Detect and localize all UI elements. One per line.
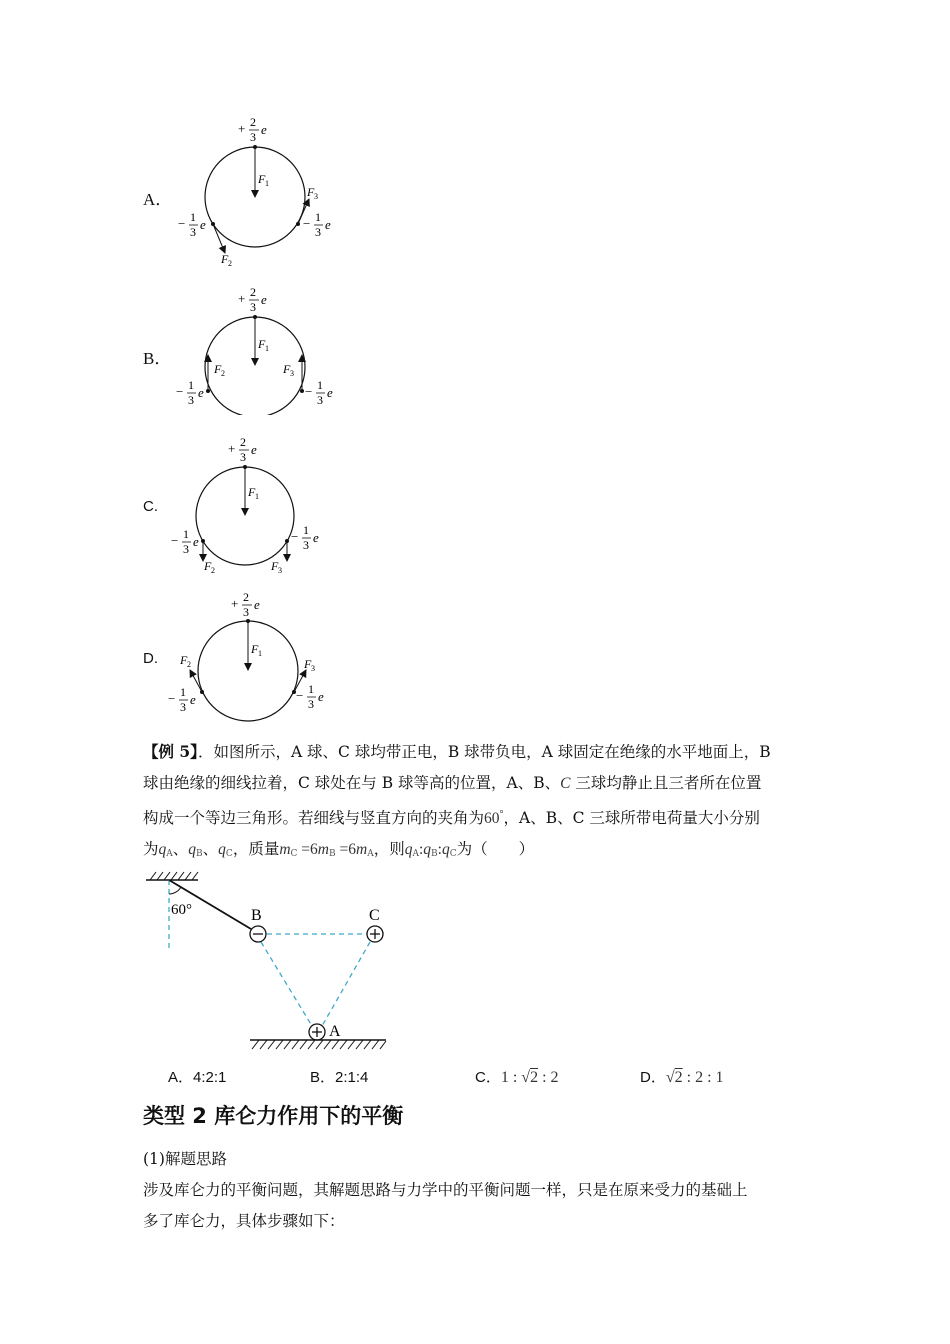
answer-d[interactable]: D．√2 : 2 : 1 xyxy=(640,1069,724,1086)
svg-text:e: e xyxy=(313,530,319,545)
svg-text:3: 3 xyxy=(250,130,256,144)
svg-text:3: 3 xyxy=(308,697,314,711)
svg-text:e: e xyxy=(327,385,333,400)
svg-text:e: e xyxy=(193,534,199,549)
svg-text:e: e xyxy=(254,597,260,612)
svg-text:1: 1 xyxy=(188,378,194,392)
subheading: (1)解题思路 xyxy=(143,1150,227,1168)
svg-text:e: e xyxy=(198,385,204,400)
svg-text:F: F xyxy=(304,657,312,671)
option-a-figure xyxy=(170,115,350,279)
svg-text:1: 1 xyxy=(190,210,196,224)
svg-text:3: 3 xyxy=(278,566,282,575)
svg-text:3: 3 xyxy=(188,393,194,407)
svg-text:2: 2 xyxy=(243,590,249,604)
line-2: 球由绝缘的细线拉着，C 球处在与 B 球等高的位置，A、B、C 三球均静止且三者所在位置 xyxy=(143,774,762,792)
svg-text:2: 2 xyxy=(250,115,256,129)
svg-text:e: e xyxy=(251,442,257,457)
svg-text:−: − xyxy=(168,691,176,706)
svg-text:2: 2 xyxy=(250,285,256,299)
svg-text:−: − xyxy=(296,688,304,703)
paragraph-line-1: 涉及库仑力的平衡问题，其解题思路与力学中的平衡问题一样，只是在原来受力的基础上 xyxy=(143,1181,748,1199)
svg-text:2: 2 xyxy=(228,259,232,268)
svg-text:−: − xyxy=(176,384,184,399)
svg-text:1: 1 xyxy=(317,378,323,392)
option-d-label: D. xyxy=(143,650,158,667)
svg-text:1: 1 xyxy=(265,179,269,188)
answer-b[interactable]: B．2:1:4 xyxy=(310,1069,369,1086)
svg-text:3: 3 xyxy=(183,542,189,556)
svg-text:3: 3 xyxy=(311,664,315,673)
svg-text:F: F xyxy=(307,185,315,199)
svg-text:3: 3 xyxy=(315,225,321,239)
svg-text:F: F xyxy=(204,559,212,573)
svg-text:2: 2 xyxy=(240,435,246,449)
svg-text:e: e xyxy=(325,217,331,232)
svg-text:3: 3 xyxy=(240,450,246,464)
svg-text:1: 1 xyxy=(315,210,321,224)
svg-text:F: F xyxy=(258,172,266,186)
svg-text:60°: 60° xyxy=(171,902,192,918)
example-5-question xyxy=(143,736,813,870)
equilateral-triangle-diagram xyxy=(140,866,400,1060)
svg-text:e: e xyxy=(190,692,196,707)
svg-text:2: 2 xyxy=(221,369,225,378)
svg-text:F: F xyxy=(283,362,291,376)
svg-text:e: e xyxy=(318,689,324,704)
svg-text:1: 1 xyxy=(255,492,259,501)
svg-text:+: + xyxy=(238,291,246,306)
svg-text:F: F xyxy=(248,485,256,499)
svg-text:1: 1 xyxy=(308,682,314,696)
svg-text:1: 1 xyxy=(303,523,309,537)
svg-text:2: 2 xyxy=(187,660,191,669)
answer-c[interactable]: C．1 : √2 : 2 xyxy=(475,1069,559,1086)
svg-text:−: − xyxy=(171,533,179,548)
svg-text:e: e xyxy=(261,292,267,307)
svg-text:3: 3 xyxy=(303,538,309,552)
svg-text:3: 3 xyxy=(317,393,323,407)
svg-text:1: 1 xyxy=(183,527,189,541)
line-1: 【例 5】．如图所示，A 球、C 球均带正电，B 球带负电，A 球固定在绝缘的水平地面上，B xyxy=(143,742,771,761)
section-body xyxy=(143,1144,813,1237)
svg-text:B: B xyxy=(251,907,262,924)
option-c-figure xyxy=(160,433,340,582)
answer-a[interactable]: A．4:2:1 xyxy=(168,1069,227,1086)
svg-text:−: − xyxy=(303,216,311,231)
svg-text:C: C xyxy=(369,907,380,924)
svg-text:A: A xyxy=(329,1023,341,1040)
svg-text:3: 3 xyxy=(180,700,186,714)
svg-text:F: F xyxy=(180,653,188,667)
option-d-figure xyxy=(160,588,340,732)
svg-text:−: − xyxy=(305,384,313,399)
paragraph-line-2: 多了库仑力，具体步骤如下： xyxy=(143,1212,345,1230)
svg-text:+: + xyxy=(228,441,236,456)
svg-text:−: − xyxy=(178,216,186,231)
svg-text:+: + xyxy=(231,596,239,611)
option-c-label: C. xyxy=(143,498,158,515)
svg-text:−: − xyxy=(291,529,299,544)
svg-text:F: F xyxy=(251,642,259,656)
svg-text:1: 1 xyxy=(180,685,186,699)
svg-text:3: 3 xyxy=(250,300,256,314)
svg-text:3: 3 xyxy=(243,605,249,619)
option-b-figure xyxy=(170,285,350,419)
svg-text:1: 1 xyxy=(265,344,269,353)
svg-text:e: e xyxy=(261,122,267,137)
svg-text:e: e xyxy=(200,217,206,232)
svg-text:3: 3 xyxy=(290,369,294,378)
svg-text:3: 3 xyxy=(190,225,196,239)
line-4: 为$q_A$、$q_B$、$q_C$，质量$m_C =6m_B =6m_A$，则$q_A:q_B:q_C$为（ ） xyxy=(143,840,535,860)
svg-text:F: F xyxy=(214,362,222,376)
section-title: 类型 2 库仑力作用下的平衡 xyxy=(143,1104,404,1128)
svg-text:F: F xyxy=(221,252,229,266)
svg-text:1: 1 xyxy=(258,649,262,658)
svg-text:2: 2 xyxy=(211,566,215,575)
svg-text:F: F xyxy=(271,559,279,573)
option-a-label: A． xyxy=(143,190,173,209)
svg-text:+: + xyxy=(238,121,246,136)
svg-text:F: F xyxy=(258,337,266,351)
line-3: 构成一个等边三角形。若细线与竖直方向的夹角为60°，A、B、C 三球所带电荷量大小分别 xyxy=(143,809,760,828)
svg-text:3: 3 xyxy=(314,192,318,201)
option-b-label: B． xyxy=(143,349,172,368)
